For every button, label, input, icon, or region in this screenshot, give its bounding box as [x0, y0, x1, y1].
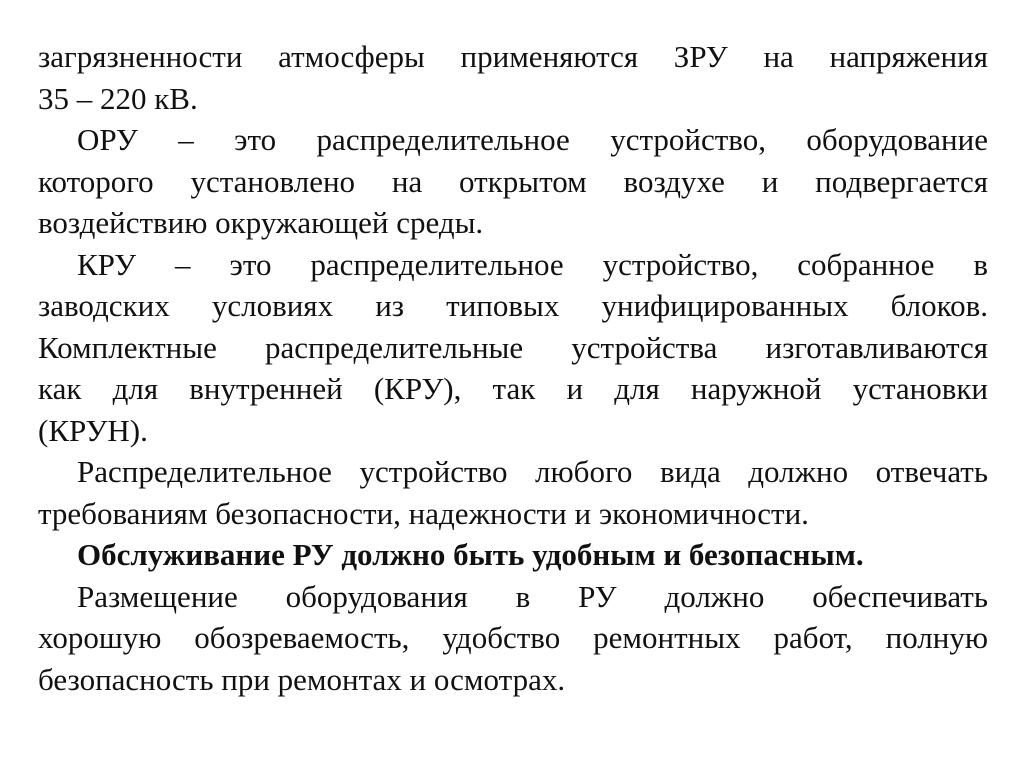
- paragraph-line: КРУ – это распределительное устройство, собранное в: [77, 246, 988, 282]
- paragraph-line: безопасность при ремонтах и осмотрах.: [38, 661, 566, 697]
- paragraph-placement: [38, 576, 988, 701]
- paragraph-maintenance-bold: [38, 534, 988, 576]
- document-page: [38, 36, 988, 700]
- paragraph-line: Комплектные распределительные устройства изготавливаются: [38, 329, 988, 365]
- paragraph-line: 35 – 220 кВ.: [38, 80, 198, 116]
- paragraph-oru: [38, 119, 988, 244]
- paragraph-line: Обслуживание РУ должно быть удобным и безопасным.: [77, 537, 864, 572]
- paragraph-kru: [38, 244, 988, 452]
- paragraph-line: Размещение оборудования в РУ должно обеспечивать: [77, 578, 988, 614]
- paragraph-line: (КРУН).: [38, 412, 148, 448]
- paragraph-line: хорошую обозреваемость, удобство ремонтных работ, полную: [38, 620, 988, 655]
- paragraph-zru: [38, 36, 988, 119]
- paragraph-line: заводских условиях из типовых унифицированных блоков.: [38, 288, 988, 323]
- paragraph-line: ОРУ – это распределительное устройство, оборудование: [77, 122, 988, 157]
- paragraph-line: как для внутренней (КРУ), так и для наружной установки: [38, 371, 988, 406]
- paragraph-line: которого установлено на открытом воздухе и подвергается: [38, 163, 988, 199]
- paragraph-line: Распределительное устройство любого вида должно отвечать: [77, 454, 988, 489]
- paragraph-line: требованиям безопасности, надежности и экономичности.: [38, 495, 809, 531]
- paragraph-requirements: [38, 451, 988, 534]
- paragraph-line: загрязненности атмосферы применяются ЗРУ на напряжения: [38, 39, 988, 74]
- paragraph-line: воздействию окружающей среды.: [38, 205, 484, 240]
